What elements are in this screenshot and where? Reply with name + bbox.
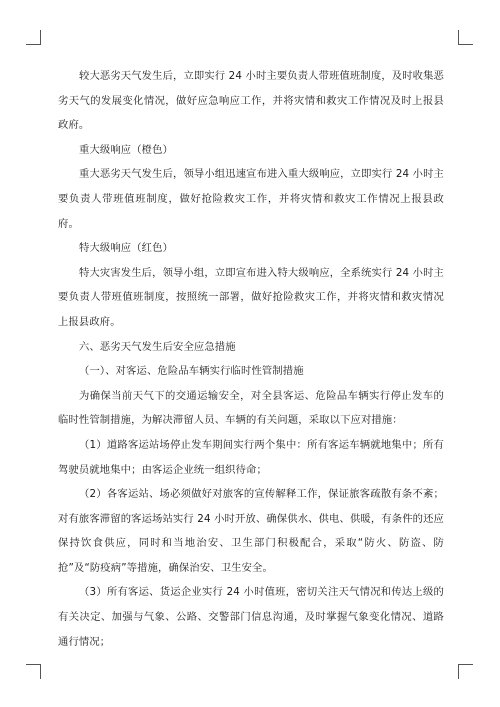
paragraph-major-response-text: 较大恶劣天气发生后，立即实行 24 小时主要负责人带班值班制度，及时收集恶劣天气的发展变化情况，做好应急响应工作，并将灾情和救灾工作情况及时上报县政府。 bbox=[58, 70, 444, 132]
section-heading-safety-measures: 六、恶劣天气发生后安全应急措施 bbox=[79, 340, 236, 353]
crop-mark-bottom-left bbox=[26, 664, 41, 679]
crop-mark-bottom-right bbox=[458, 664, 473, 679]
heading-orange-response: 重大级响应（橙色） bbox=[79, 143, 174, 156]
heading-red-response: 特大级响应（红色） bbox=[79, 242, 174, 255]
paragraph-red-response-text: 特大灾害发生后，领导小组，立即宣布进入特大级响应，全系统实行 24 小时主要负责人带班值班制度，按照统一部署，做好抢险救灾工作，并将灾情和救灾情况上报县政府。 bbox=[58, 266, 444, 328]
paragraph-control-intro: 为确保当前天气下的交通运输安全，对全县客运、危险品车辆实行停止发车的临时性管制措施，为解决滞留人员、车辆的有关问题，采取以下应对措施： bbox=[58, 389, 444, 427]
list-item-2: （2）各客运站、场必须做好对旅客的宣传解释工作，保证旅客疏散有条不紊；对有旅客滞留的客运场站实行 24 小时开放、确保供水、供电、供暖，有条件的还应保持饮食供应，同时和当地治安、卫生部门积极配合，采取“防火、防盗、防抢”及“防疫病”等措施，确保治安、卫生安全。 bbox=[58, 488, 444, 574]
list-item-1: （1）道路客运站场停止发车期间实行两个集中：所有客运车辆就地集中；所有驾驶员就地集中；由客运企业统一组织待命； bbox=[58, 438, 444, 476]
document-body bbox=[58, 64, 444, 654]
paragraph-orange-response-text: 重大恶劣天气发生后，领导小组迅速宣布进入重大级响应，立即实行 24 小时主要负责人带班值班制度，做好抢险救灾工作，并将灾情和救灾工作情况上报县政府。 bbox=[58, 168, 444, 230]
crop-mark-top-right bbox=[458, 30, 473, 45]
crop-mark-top-left bbox=[26, 30, 41, 45]
list-item-3: （3）所有客运、货运企业实行 24 小时值班，密切关注天气情况和传达上级的有关决定、加强与气象、公路、交警部门信息沟通，及时掌握气象变化情况、道路通行情况； bbox=[58, 586, 444, 648]
subsection-heading-vehicle-control: （一）、对客运、危险品车辆实行临时性管制措施 bbox=[79, 365, 304, 378]
